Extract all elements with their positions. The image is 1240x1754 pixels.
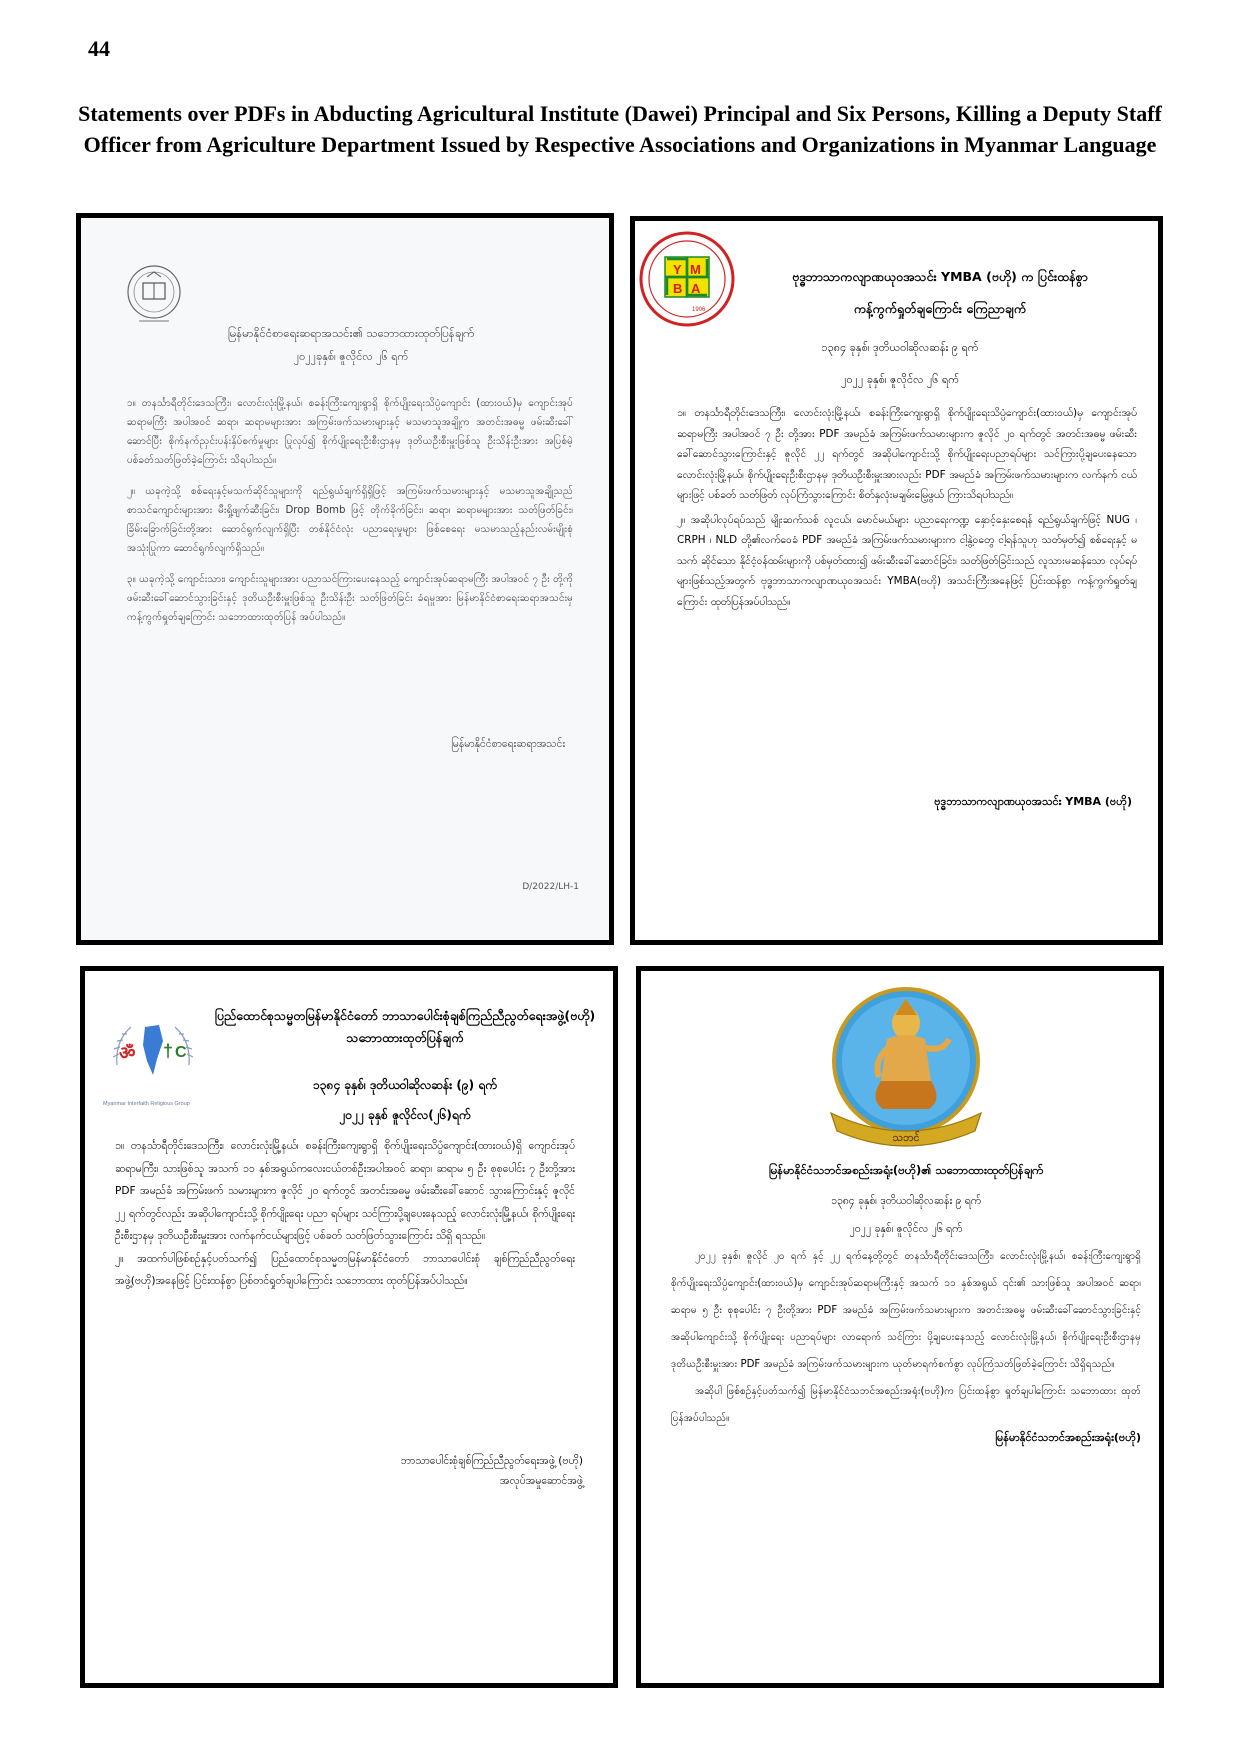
statement-title [735,261,1145,325]
paragraph: ၁။ တနင်္သာရီတိုင်းဒေသကြီး၊ လောင်းလုံးမြို့နယ်၊ စခန်းကြီးကျေးရွာရှိ စိုက်ပျိုးရေးသိပ္ပံကျောင်း (ထားဝယ်)မှ ကျောင်းအုပ် ဆရာမကြီး အပါအဝင် ဆရာ၊ ဆရာမများအား အကြမ်းဖက်သမားများနှင့် မသမာသူအချို့က အတင်းအဓမ္မ ဖမ်းဆီးခေါ်ဆောင်ပြီး စိုက်နက်ညှင်းပန်းနှိပ်စက်မှုများ ပြုလုပ်၍ စိုက်ပျိုးရေးဦးစီးဌာနမှ ဒုတိယဦးစီးမှူးဖြစ်သူ ဦးသိန်းဦးအား အပြစ်မဲ့ ပစ်ခတ်သတ်ဖြတ်ခဲ့ကြောင်း သိရပါသည်။ [127,398,573,466]
ribbon-text: သဘင် [892,1131,920,1144]
svg-text:†: † [163,1041,174,1061]
statement-date-lunar: ၁၃၈၄ ခုနှစ်၊ ဒုတိယဝါဆိုလဆန်း (၉) ရက် [313,1078,497,1092]
signature-line: အလုပ်အမှုဆောင်အဖွဲ့ [499,1475,583,1487]
statement-date: ၂၀၂၂ ခုနှစ်၊ ဇူလိုင်လ ၂၆ ရက် [840,373,960,386]
paragraph: ၁။ တနင်္သာရီတိုင်းဒေသကြီး၊ လောင်းလုံးမြို့နယ်၊ စခန်းကြီးကျေးရွာရှိ စိုက်ပျိုးရေးသိပ္ပံကျောင်း(ထားဝယ်)ရှိ ကျောင်းအုပ်ဆရာမကြီး၊ သားဖြစ်သူ အသက် ၁၁ နှစ်အရွယ်ကလေးငယ်တစ်ဦးအပါအဝင် ဆရာ၊ ဆရာမ ၅ ဦး စုစုပေါင်း ၇ ဦးတို့အား PDF အမည်ခံ အကြမ်းဖက် သမားများက ဇူလိုင် ၂၀ ရက်တွင် အတင်းအဓမ္မ ဖမ်းဆီးခေါ်ဆောင် သွားကြောင်းနှင့် ဇူလိုင် ၂၂ ရက်တွင်လည်း အဆိုပါကျောင်းသို့ စိုက်ပျိုးရေး ပညာ ရပ်များ သင်ကြားပို့ချပေးနေသည့် လောင်းလုံးမြို့နယ်၊ စိုက်ပျိုးရေးဦးစီးဌာနမှ ဒုတိယဦးစီးမှူးအား လက်နက်ငယ်များဖြင့် ပစ်ခတ် သတ်ဖြတ်သွားကြောင်း သိရှိ ရသည်။ [115,1140,575,1242]
statement-body [671,1243,1141,1432]
svg-text:B: B [673,281,683,296]
logo-caption: Myanmar Interfaith Religious Group [103,1101,190,1107]
statement-date-lunar: ၁၃၈၄ ခုနှစ်၊ ဒုတိယဝါဆိုလဆန်း ၉ ရက် [830,1195,982,1207]
statement-signature: မြန်မာနိုင်ငံစာရေးဆရာအသင်း [451,738,565,750]
statement-body [677,403,1137,616]
svg-text:M: M [690,262,701,277]
statement-ymba [630,216,1163,945]
svg-text:A: A [691,281,701,296]
paragraph: ၁။ တနင်္သာရီတိုင်းဒေသကြီး၊ လောင်းလုံးမြို့နယ်၊ စခန်းကြီးကျေးရွာရှိ စိုက်ပျိုးရေးသိပ္ပံကျောင်း(ထားဝယ်)မှ ကျောင်းအုပ်ဆရာမကြီး အပါအဝင် ၇ ဦး တို့အား PDF အမည်ခံ အကြမ်းဖက်သမားများက ဇူလိုင် ၂၀ ရက်တွင် အတင်းအဓမ္မ ဖမ်းဆီးခေါ်ဆောင်သွားကြောင်းနှင့် ဇူလိုင် ၂၂ ရက်တွင် အဆိုပါကျောင်းသို့ စိုက်ပျိုးရေးပညာရပ်များ သင်ကြားပို့ချပေးနေသော လောင်းလုံးမြို့နယ်၊ စိုက်ပျိုးရေးဦးစီးဌာနမှ ဒုတိယဦးစီးမှူးအားလည်း PDF အမည်ခံ အကြမ်းဖက်သမားများက လက်နက် ငယ်များဖြင့် ပစ်ခတ် သတ်ဖြတ် လုပ်ကြံသွားကြောင်း စိတ်နှလုံးမချမ်းမြေ့ဖွယ် ကြားသိရပါသည်။ [677,407,1137,501]
interfaith-logo [97,1001,209,1113]
statement-signature [401,1451,583,1491]
thabin-association-logo [803,981,1009,1157]
statement-date-lunar: ၁၃၈၄ ခုနှစ်၊ ဒုတိယဝါဆိုလဆန်း ၉ ရက် [821,341,979,354]
title-line: ကန့်ကွက်ရှုတ်ချကြောင်း ကြေညာချက် [853,301,1027,316]
statement-title: မြန်မာနိုင်ငံသဘင်အစည်းအရုံး(ဗဟို)၏ သဘောထားထုတ်ပြန်ချက် [768,1163,1044,1177]
paragraph: ၂။ အထက်ပါဖြစ်စဉ်နှင့်ပတ်သက်၍ ပြည်ထောင်စုသမ္မတမြန်မာနိုင်ငံတော် ဘာသာပေါင်းစုံ ချစ်ကြည်ညီညွတ်ရေးအဖွဲ့(ဗဟို)အနေဖြင့် ပြင်းထန်စွာ ပြစ်တင်ရှုတ်ချပါကြောင်း သဘောထား ထုတ်ပြန်အပ်ပါသည်။ [115,1252,575,1287]
ymba-seal-logo [637,229,737,329]
statement-date: ၂၀၂၂ ခုနှစ်၊ ဇူလိုင်လ ၂၆ ရက် [849,1223,963,1235]
statement-writers-association [76,213,614,945]
paragraph: ၃။ ယခုကဲ့သို့ ကျောင်းသား၊ ကျောင်းသူများအား ပညာသင်ကြားပေးနေသည့် ကျောင်းအုပ်ဆရာမကြီး အပါအဝင် ၇ ဦး တို့ကို ဖမ်းဆီးခေါ်ဆောင်သွားခြင်းနှင့် ဒုတိယဦးစီးမှူးဖြစ်သူ ဦးသိန်းဦး သတ်ဖြတ်ခြင်း ခံရမှုအား မြန်မာနိုင်ငံစာရေးဆရာအသင်းမှ ကန့်ကွက်ရှုတ်ချကြောင်း သဘောထားထုတ်ပြန် အပ်ပါသည်။ [127,574,573,623]
statement-signature: မြန်မာနိုင်ငံသဘင်အစည်းအရုံး(ဗဟို) [995,1431,1141,1444]
statement-signature: ဗုဒ္ဓဘာသာကလျာဏယုဝအသင်း YMBA (ဗဟို) [934,795,1132,808]
statement-body [115,1135,575,1293]
statement-title: ပြည်ထောင်စုသမ္မတမြန်မာနိုင်ငံတော် ဘာသာပေါင်းစုံချစ်ကြည်ညီညွတ်ရေးအဖွဲ့(ဗဟို) သဘောထားထုတ်ပြန်ချက် [214,1008,596,1045]
statement-thabin-association [636,966,1164,1688]
svg-text:Y: Y [673,262,682,277]
title-line: ဗုဒ္ဓဘာသာကလျာဏယုဝအသင်း YMBA (ဗဟို) က ပြင်းထန်စွာ [792,269,1088,284]
paragraph: အဆိုပါ ဖြစ်စဉ်နှင့်ပတ်သက်၍ မြန်မာနိုင်ငံသဘင်အစည်းအရုံး(ဗဟို)က ပြင်းထန်စွာ ရှုတ်ချပါကြောင်း သဘောထား ထုတ်ပြန်အပ်ပါသည်။ [671,1386,1141,1424]
page-number: 44 [88,36,110,61]
statement-title: မြန်မာနိုင်ငံစာရေးဆရာအသင်း၏ သဘောထားထုတ်ပြန်ချက် [227,326,475,340]
statement-date: ၂၀၂၂ခုနှစ်၊ ဇူလိုင်လ ၂၆ ရက် [293,350,409,363]
reference-code: D/2022/LH-1 [522,882,579,892]
signature-line: ဘာသာပေါင်းစုံချစ်ကြည်ညီညွတ်ရေးအဖွဲ့ (ဗဟို) [400,1455,583,1467]
svg-text:1906: 1906 [692,307,706,313]
paragraph: ၂။ အဆိုပါလုပ်ရပ်သည် မျိုးဆက်သစ် လူငယ်၊ မောင်မယ်များ ပညာရေးကဏ္ဍ နှောင့်နှေးစေရန် ရည်ရွယ်ချက်ဖြင့် NUG ၊ CRPH ၊ NLD တို့၏လက်ဝေခံ PDF အမည်ခံ အကြမ်းဖက်သမားများက ငါ့နွဲ့ဝတွေ ငါ့ရန်သူဟု သတ်မှတ်၍ စစ်ရေးနှင့် မသက် ဆိုင်သော နိုင်ငံ့ဝန်ထမ်းများကို ပစ်မှတ်ထား၍ ဖမ်းဆီးခေါ်ဆောင်ခြင်း၊ သတ်ဖြတ်ခြင်းသည် လူသားမဆန်သော လုပ်ရပ်များဖြစ်သည့်အတွက် ဗုဒ္ဓဘာသာကလျာဏယုဝအသင်း YMBA(ဗဟို) အသင်းကြီးအနေဖြင့် ပြင်းထန်စွာ ကန့်ကွက်ရှုတ်ချကြောင်း ထုတ်ပြန်အပ်ပါသည်။ [677,513,1137,608]
statement-body [127,394,573,639]
svg-text:C: C [175,1044,187,1061]
paragraph: ၂။ ယခုကဲ့သို့ စစ်ရေးနှင့်မသက်ဆိုင်သူများကို ရည်ရွယ်ချက်ရှိရှိဖြင့် အကြမ်းဖက်သမားများနှင့် မသမာသူအချို့သည် စာသင်ကျောင်းများအား မီးရှို့ဖျက်ဆီးခြင်း၊ Drop Bomb ဖြင့် တိုက်ခိုက်ခြင်း၊ ဆရာ၊ ဆရာမများအား သတ်ဖြတ်ခြင်း၊ ခြိမ်းခြောက်ခြင်းတို့အား ဆောင်ရွက်လျက်ရှိပြီး တစ်နိုင်ငံလုံး ပညာရေးမှုများ ဖြစ်စေရေး မသမာသည့်နည်းလမ်းမျိုးစုံ အသုံးပြုကာ ဆောင်ရွက်လျက်ရှိသည်။ [127,486,573,554]
writers-association-logo [125,263,183,325]
svg-text:ॐ: ॐ [119,1043,136,1064]
page-title: Statements over PDFs in Abducting Agricultural Institute (Dawei) Principal and Six Persons, Killing a Deputy Staff Officer from Agriculture Department Issued by Respective Associations and Organizations in Myanmar Language [78,101,1162,157]
paragraph: ၂၀၂၂ ခုနှစ်၊ ဇူလိုင် ၂၀ ရက် နှင့် ၂၂ ရက်နေ့တို့တွင် တနင်္သာရီတိုင်းဒေသကြီး၊ လောင်းလုံးမြို့နယ်၊ စခန်းကြီးကျေးရွာရှိ စိုက်ပျိုးရေးသိပ္ပံကျောင်း(ထားဝယ်)မှ ကျောင်းအုပ်ဆရာမကြီးနှင့် အသက် ၁၁ နှစ်အရွယ် ၎င်း၏ သားဖြစ်သူ အပါအဝင် ဆရာ၊ ဆရာမ ၅ ဦး စုစုပေါင်း ၇ ဦးတို့အား PDF အမည်ခံ အကြမ်းဖက်သမားများက အတင်းအဓမ္မ ဖမ်းဆီးခေါ်ဆောင်သွားခြင်းနှင့် အဆိုပါကျောင်းသို့ စိုက်ပျိုးရေး ပညာရပ်များ လာရောက် သင်ကြား ပို့ချပေးနေသည့် လောင်းလုံးမြို့နယ်၊ စိုက်ပျိုးရေးဦးစီးဌာနမှ ဒုတိယဦးစီးမှူးအား PDF အမည်ခံ အကြမ်းဖက်သမားများက ယုတ်မာရက်စက်စွာ လုပ်ကြံသတ်ဖြတ်ခဲ့ကြောင်း သိရှိရသည်။ [671,1251,1141,1370]
statement-interfaith [80,966,618,1688]
statement-date: ၂၀၂၂ ခုနှစ် ဇူလိုင်လ(၂၆)ရက် [339,1108,471,1122]
